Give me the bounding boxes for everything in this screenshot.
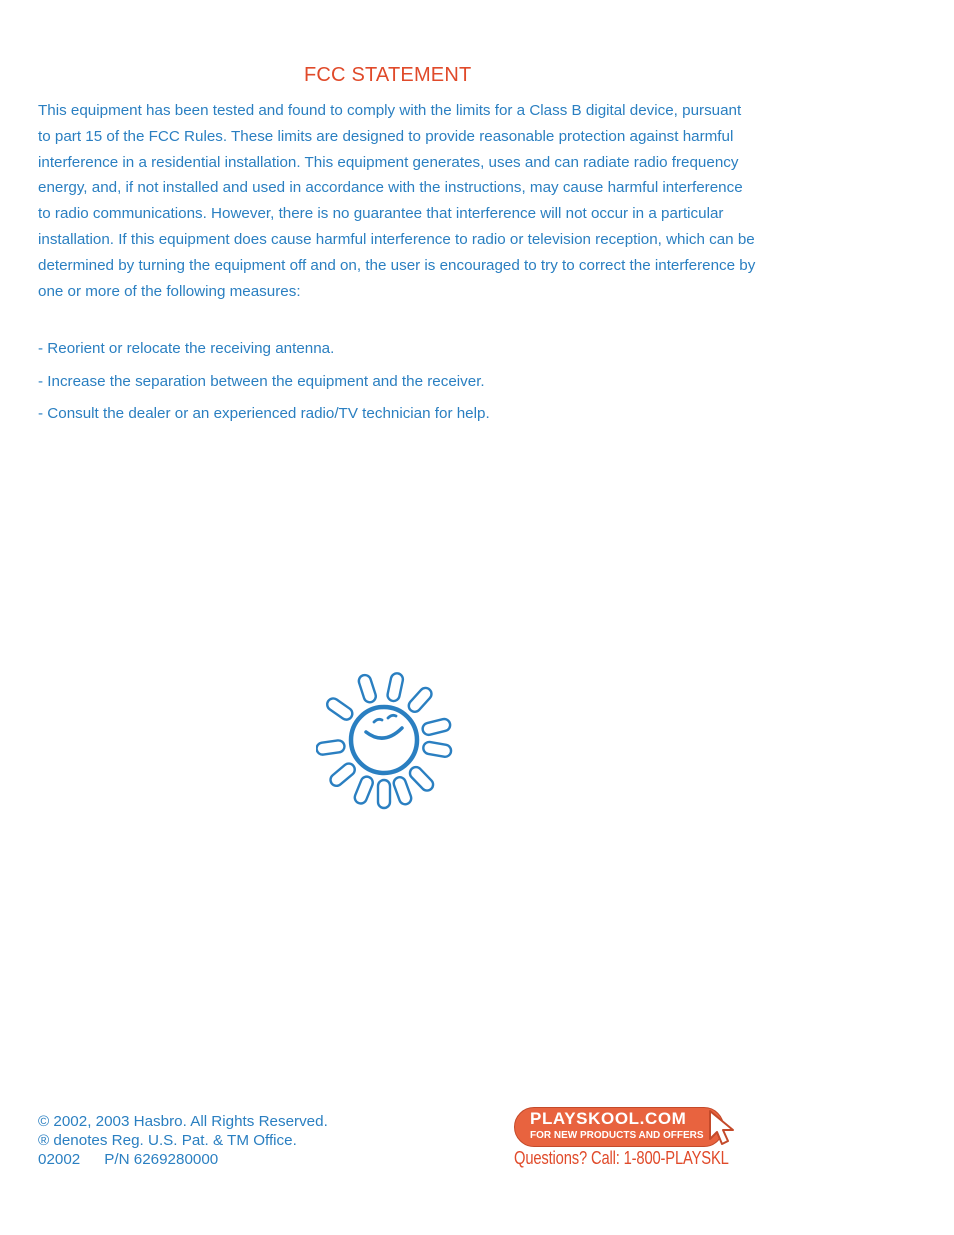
copyright-text: © 2002, 2003 Hasbro. All Rights Reserved. bbox=[38, 1113, 328, 1130]
smiling-sun-icon bbox=[316, 670, 462, 816]
product-code: 02002 bbox=[38, 1151, 81, 1168]
fcc-title: FCC STATEMENT bbox=[304, 64, 472, 86]
questions-call: Questions? Call: 1-800-PLAYSKL bbox=[514, 1148, 729, 1168]
badge-subtitle: FOR NEW PRODUCTS AND OFFERS bbox=[530, 1130, 704, 1141]
part-number: P/N 6269280000 bbox=[104, 1151, 219, 1168]
part-info bbox=[38, 1150, 328, 1169]
measure-item: - Consult the dealer or an experienced radio/TV technician for help. bbox=[38, 405, 490, 422]
playskool-badge[interactable] bbox=[514, 1107, 742, 1149]
fcc-paragraph bbox=[38, 98, 758, 304]
badge-site-text: PLAYSKOOL.COM bbox=[530, 1109, 687, 1128]
fcc-paragraph-text: This equipment has been tested and found to comply with the limits for a Class B digital device, pursuant to part 15 of the FCC Rules. These limits are designed to provide reasonable protection against harmful interference in a residential installation. This equipment generates, uses and can radiate radio frequency energy, and, if not installed and used in accordance with the instructions, may cause harmful interference to radio communications. However, there is no guarantee that interference will not occur in a particular installation. If this equipment does cause harmful interference to radio or television reception, which can be determined by turning the equipment off and on, the user is encouraged to try to correct the interference by one or more of the following measures: bbox=[38, 102, 756, 300]
measure-item: - Increase the separation between the equipment and the receiver. bbox=[38, 372, 485, 390]
trademark-text: ® denotes Reg. U.S. Pat. & TM Office. bbox=[38, 1132, 297, 1149]
cursor-arrow-icon bbox=[706, 1109, 742, 1147]
measures-list bbox=[38, 338, 758, 436]
footer bbox=[38, 1112, 328, 1169]
measure-item: - Reorient or relocate the receiving antenna. bbox=[38, 340, 335, 357]
